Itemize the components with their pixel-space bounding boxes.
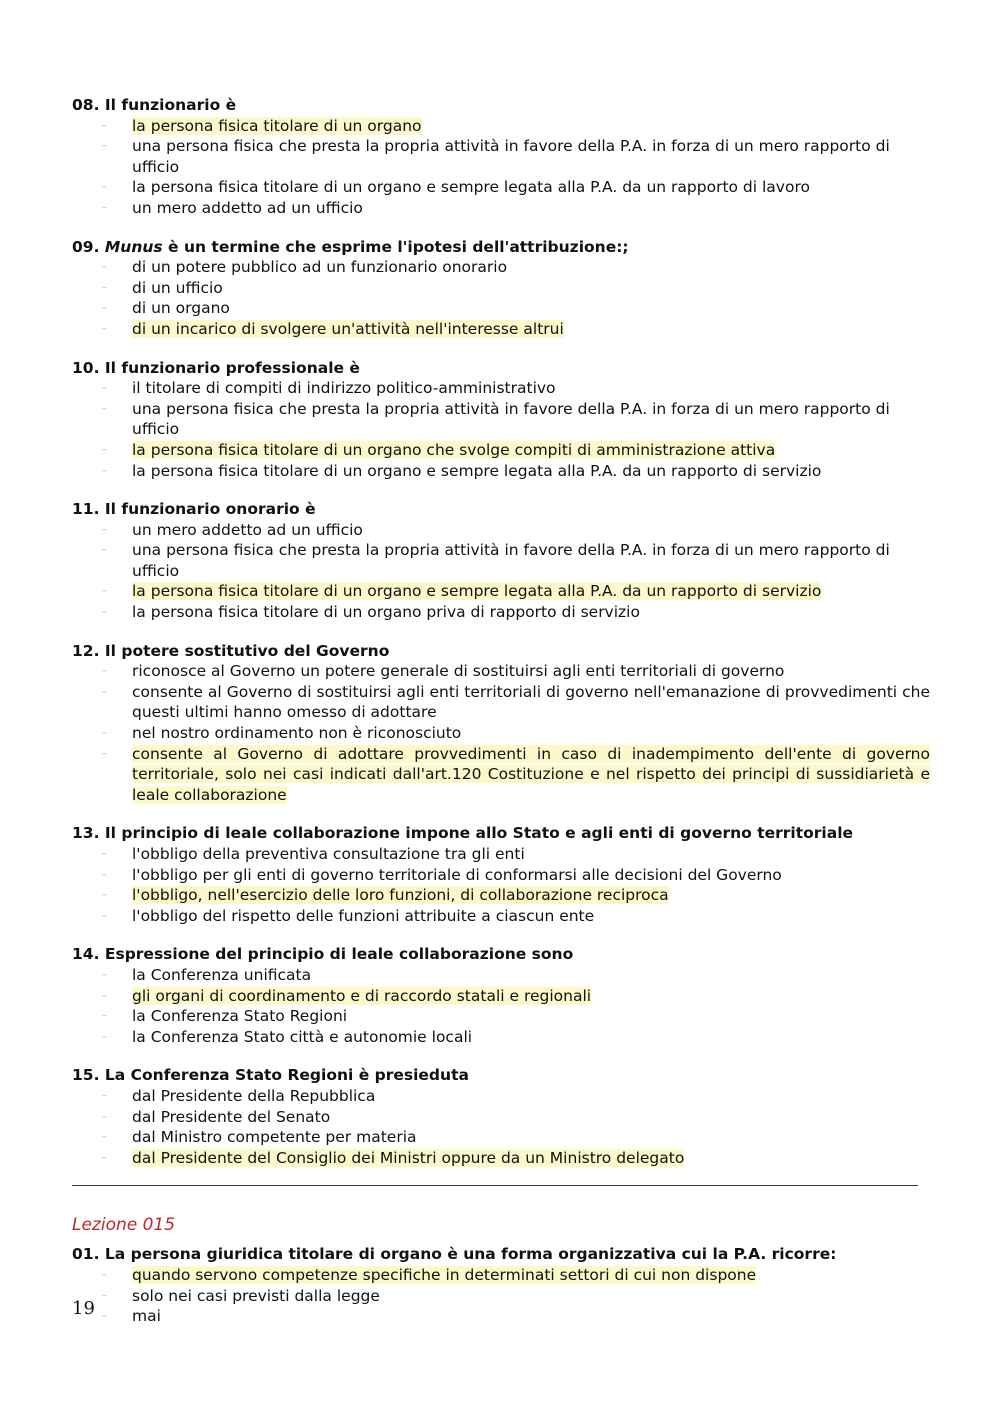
answer-text: consente al Governo di sostituirsi agli enti territoriali di governo nell'emanazione di provvedimenti che questi ultimi hanno omesso di adottare bbox=[132, 682, 930, 722]
question-08 bbox=[72, 95, 930, 219]
answer-option-correct bbox=[72, 986, 930, 1007]
answer-text: quando servono competenze specifiche in determinati settori di cui non dispone bbox=[132, 1265, 757, 1284]
answer-list bbox=[72, 520, 930, 623]
answer-text: dal Presidente del Senato bbox=[132, 1107, 331, 1126]
answer-text: consente al Governo di adottare provvedimenti in caso di inadempimento dell'ente di governo territoriale, solo nei casi indicati dall'art.120 Costituzione e nel rispetto dei principi di sussidiarietà e leale collaborazione bbox=[132, 744, 930, 804]
answer-option bbox=[72, 682, 930, 723]
answer-text: nel nostro ordinamento non è riconosciuto bbox=[132, 724, 462, 743]
answer-text: una persona fisica che presta la propria attività in favore della P.A. in forza di un mero rapporto di ufficio bbox=[132, 137, 890, 176]
bullet-icon: – bbox=[102, 1311, 107, 1322]
question-text: Il principio di leale collaborazione impone allo Stato e agli enti di governo territoriale bbox=[104, 824, 854, 843]
answer-option bbox=[72, 399, 930, 440]
bullet-icon: – bbox=[102, 1031, 107, 1042]
answer-text: l'obbligo, nell'esercizio delle loro funzioni, di collaborazione reciproca bbox=[132, 886, 669, 905]
answer-text: la Conferenza Stato città e autonomie locali bbox=[132, 1027, 473, 1046]
answer-option bbox=[72, 965, 930, 986]
answer-option bbox=[72, 520, 930, 541]
answer-text: la Conferenza unificata bbox=[132, 965, 312, 984]
answer-option bbox=[72, 461, 930, 482]
answer-text: dal Ministro competente per materia bbox=[132, 1128, 417, 1147]
bullet-icon: – bbox=[102, 383, 107, 394]
question-number: 12. bbox=[72, 641, 100, 660]
question-09 bbox=[72, 237, 930, 340]
bullet-icon: – bbox=[102, 323, 107, 334]
answer-option-correct bbox=[72, 581, 930, 602]
answer-option bbox=[72, 1027, 930, 1048]
question-number: 14. bbox=[72, 945, 100, 964]
bullet-icon: – bbox=[102, 1152, 107, 1163]
question-text: è un termine che esprime l'ipotesi dell'attribuzione:; bbox=[162, 237, 629, 256]
bullet-icon: – bbox=[102, 869, 107, 880]
answer-option bbox=[72, 1286, 930, 1307]
bullet-icon: – bbox=[102, 262, 107, 273]
answer-text: una persona fisica che presta la propria attività in favore della P.A. in forza di un mero rapporto di ufficio bbox=[132, 541, 890, 580]
answer-option bbox=[72, 723, 930, 744]
bullet-icon: – bbox=[102, 890, 107, 901]
separator-line bbox=[72, 1185, 918, 1186]
answer-list bbox=[72, 378, 930, 481]
question-title bbox=[72, 823, 930, 844]
answer-option-correct bbox=[72, 1265, 930, 1286]
answer-list bbox=[72, 116, 930, 219]
bullet-icon: – bbox=[102, 403, 107, 414]
bullet-icon: – bbox=[102, 990, 107, 1001]
question-title bbox=[72, 499, 930, 520]
answer-option bbox=[72, 865, 930, 886]
answer-text: di un organo bbox=[132, 299, 230, 318]
answer-option bbox=[72, 1306, 930, 1327]
answer-text: di un potere pubblico ad un funzionario onorario bbox=[132, 258, 508, 277]
answer-option-correct bbox=[72, 744, 930, 806]
answer-text: dal Presidente della Repubblica bbox=[132, 1086, 376, 1105]
bullet-icon: – bbox=[102, 120, 107, 131]
answer-option bbox=[72, 177, 930, 198]
questions-block-a bbox=[72, 95, 930, 1168]
question-title bbox=[72, 944, 930, 965]
question-text: Espressione del principio di leale collaborazione sono bbox=[104, 945, 574, 964]
questions-block-b bbox=[72, 1244, 930, 1326]
answer-text: l'obbligo per gli enti di governo territoriale di conformarsi alle decisioni del Governo bbox=[132, 865, 782, 884]
question-14 bbox=[72, 944, 930, 1047]
question-12 bbox=[72, 641, 930, 806]
question-number: 11. bbox=[72, 500, 100, 519]
question-number: 13. bbox=[72, 824, 100, 843]
answer-option bbox=[72, 540, 930, 581]
bullet-icon: – bbox=[102, 1290, 107, 1301]
bullet-icon: – bbox=[102, 1269, 107, 1280]
bullet-icon: – bbox=[102, 969, 107, 980]
question-title bbox=[72, 95, 930, 116]
answer-text: la persona fisica titolare di un organo e sempre legata alla P.A. da un rapporto di servizio bbox=[132, 582, 822, 601]
bullet-icon: – bbox=[102, 586, 107, 597]
answer-option bbox=[72, 1127, 930, 1148]
answer-list bbox=[72, 1265, 930, 1327]
question-11 bbox=[72, 499, 930, 623]
question-number: 08. bbox=[72, 96, 100, 114]
answer-text: la persona fisica titolare di un organo priva di rapporto di servizio bbox=[132, 603, 640, 622]
question-number: 09. bbox=[72, 237, 100, 256]
bullet-icon: – bbox=[102, 607, 107, 618]
question-title bbox=[72, 641, 930, 662]
bullet-icon: – bbox=[102, 1011, 107, 1022]
question-text: Il funzionario onorario è bbox=[104, 500, 316, 519]
bullet-icon: – bbox=[102, 728, 107, 739]
answer-list bbox=[72, 844, 930, 926]
answer-option bbox=[72, 378, 930, 399]
answer-text: la persona fisica titolare di un organo e sempre legata alla P.A. da un rapporto di servizio bbox=[132, 461, 822, 480]
bullet-icon: – bbox=[102, 182, 107, 193]
bullet-icon: – bbox=[102, 524, 107, 535]
answer-text: l'obbligo della preventiva consultazione tra gli enti bbox=[132, 845, 525, 863]
answer-option bbox=[72, 844, 930, 865]
bullet-icon: – bbox=[102, 545, 107, 556]
answer-text: il titolare di compiti di indirizzo politico-amministrativo bbox=[132, 379, 556, 398]
answer-option-correct bbox=[72, 1148, 930, 1169]
answer-option-correct bbox=[72, 885, 930, 906]
bullet-icon: – bbox=[102, 748, 107, 759]
bullet-icon: – bbox=[102, 1090, 107, 1101]
question-text: Il potere sostitutivo del Governo bbox=[104, 641, 390, 660]
question-text: La Conferenza Stato Regioni è presieduta bbox=[104, 1066, 469, 1085]
answer-text: dal Presidente del Consiglio dei Ministri oppure da un Ministro delegato bbox=[132, 1148, 685, 1167]
bullet-icon: – bbox=[102, 686, 107, 697]
page-number: 19 bbox=[72, 1298, 95, 1319]
answer-text: riconosce al Governo un potere generale di sostituirsi agli enti territoriali di governo bbox=[132, 662, 785, 681]
answer-option bbox=[72, 906, 930, 927]
answer-option bbox=[72, 1086, 930, 1107]
answer-option bbox=[72, 602, 930, 623]
bullet-icon: – bbox=[102, 1111, 107, 1122]
question-01 bbox=[72, 1244, 930, 1326]
question-title bbox=[72, 1065, 930, 1086]
answer-text: una persona fisica che presta la propria attività in favore della P.A. in forza di un mero rapporto di ufficio bbox=[132, 399, 890, 439]
question-text: Il funzionario è bbox=[104, 96, 237, 114]
answer-option bbox=[72, 298, 930, 319]
answer-text: la persona fisica titolare di un organo bbox=[132, 116, 422, 135]
document-page bbox=[72, 95, 930, 1345]
answer-option bbox=[72, 1107, 930, 1128]
question-10 bbox=[72, 358, 930, 482]
answer-text: un mero addetto ad un ufficio bbox=[132, 198, 363, 217]
bullet-icon: – bbox=[102, 666, 107, 677]
answer-list bbox=[72, 1086, 930, 1168]
bullet-icon: – bbox=[102, 465, 107, 476]
answer-text: gli organi di coordinamento e di raccordo statali e regionali bbox=[132, 986, 592, 1005]
question-title bbox=[72, 237, 930, 258]
answer-text: la Conferenza Stato Regioni bbox=[132, 1007, 348, 1026]
bullet-icon: – bbox=[102, 141, 107, 152]
question-title bbox=[72, 1244, 930, 1265]
answer-option bbox=[72, 257, 930, 278]
question-number: 10. bbox=[72, 358, 100, 377]
question-text: Il funzionario professionale è bbox=[104, 358, 360, 377]
bullet-icon: – bbox=[102, 910, 107, 921]
question-13 bbox=[72, 823, 930, 926]
answer-text: l'obbligo del rispetto delle funzioni attribuite a ciascun ente bbox=[132, 906, 595, 925]
answer-list bbox=[72, 965, 930, 1047]
answer-option bbox=[72, 1006, 930, 1027]
bullet-icon: – bbox=[102, 849, 107, 859]
answer-option bbox=[72, 278, 930, 299]
answer-option bbox=[72, 198, 930, 219]
answer-text: la persona fisica titolare di un organo e sempre legata alla P.A. da un rapporto di lavoro bbox=[132, 178, 810, 197]
answer-option bbox=[72, 136, 930, 177]
question-number: 01. bbox=[72, 1245, 100, 1264]
answer-option-correct bbox=[72, 116, 930, 137]
answer-text: mai bbox=[132, 1307, 161, 1326]
answer-option-correct bbox=[72, 440, 930, 461]
lesson-title: Lezione 015 bbox=[72, 1215, 176, 1236]
answer-text: la persona fisica titolare di un organo che svolge compiti di amministrazione attiva bbox=[132, 440, 776, 459]
bullet-icon: – bbox=[102, 1132, 107, 1143]
question-15 bbox=[72, 1065, 930, 1168]
question-number: 15. bbox=[72, 1066, 100, 1085]
answer-text: di un incarico di svolgere un'attività nell'interesse altrui bbox=[132, 319, 564, 338]
bullet-icon: – bbox=[102, 444, 107, 455]
bullet-icon: – bbox=[102, 282, 107, 293]
answer-option-correct bbox=[72, 319, 930, 340]
answer-text: un mero addetto ad un ufficio bbox=[132, 520, 363, 539]
answer-text: solo nei casi previsti dalla legge bbox=[132, 1286, 380, 1305]
answer-list bbox=[72, 257, 930, 339]
bullet-icon: – bbox=[102, 202, 107, 213]
answer-text: di un ufficio bbox=[132, 278, 223, 297]
question-title-italic: Munus bbox=[104, 237, 163, 256]
bullet-icon: – bbox=[102, 303, 107, 314]
question-title bbox=[72, 358, 930, 379]
answer-option bbox=[72, 661, 930, 682]
answer-list bbox=[72, 661, 930, 805]
question-text: La persona giuridica titolare di organo è una forma organizzativa cui la P.A. ricorre: bbox=[104, 1245, 837, 1264]
